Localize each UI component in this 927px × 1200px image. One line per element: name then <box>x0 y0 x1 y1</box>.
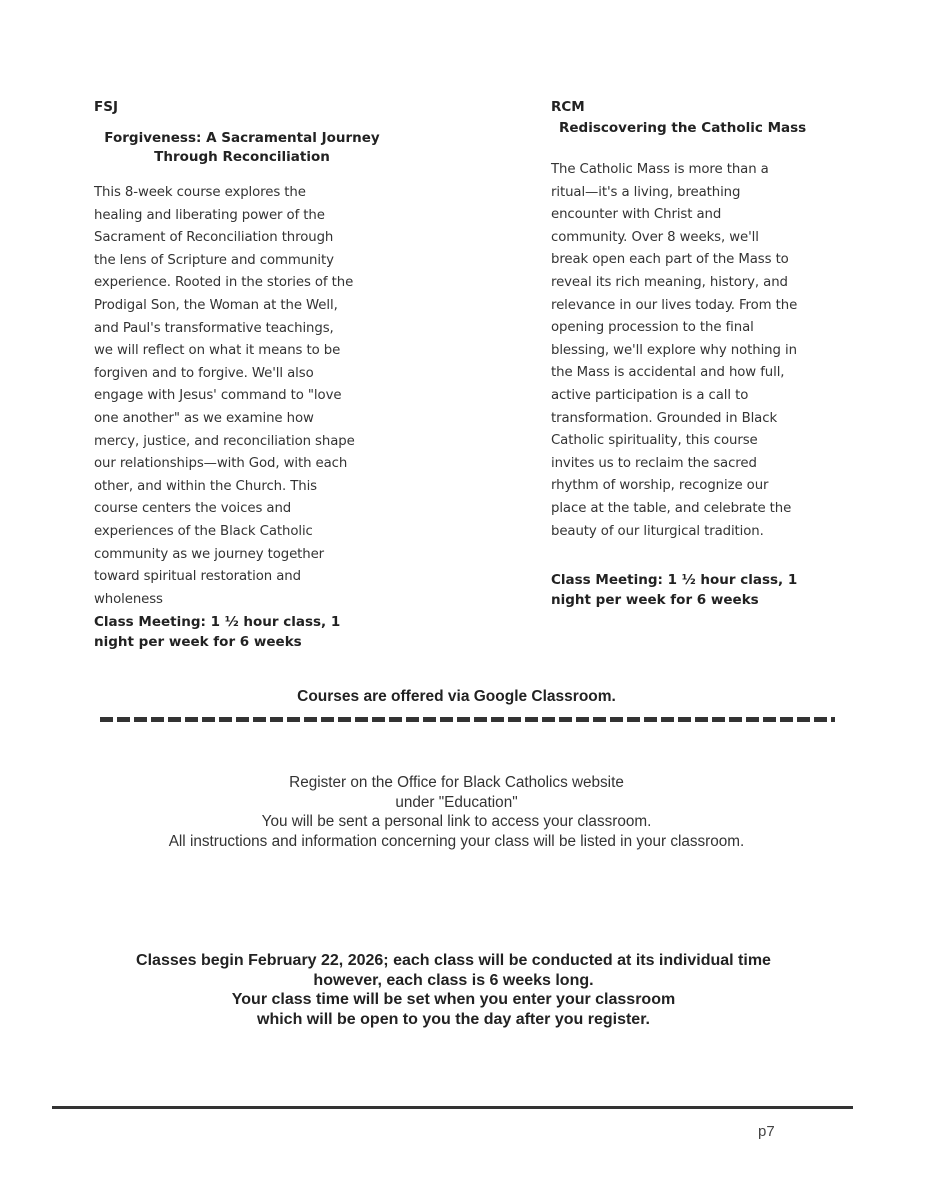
registration-line: You will be sent a personal link to access your classroom. <box>261 813 652 830</box>
registration-info <box>0 773 913 851</box>
description-line: experience. Rooted in the stories of the <box>94 275 354 291</box>
description-line: This 8-week course explores the <box>94 185 306 200</box>
description-line: the lens of Scripture and community <box>94 252 334 268</box>
description-line: other, and within the Church. This <box>94 478 318 494</box>
description-line: and Paul's transformative teachings, <box>94 320 334 336</box>
description-line: engage with Jesus' command to "love <box>94 388 342 404</box>
description-line: our relationships—with God, with each <box>94 456 348 472</box>
meeting-line: night per week for 6 weeks <box>94 634 302 650</box>
notice-line: however, each class is 6 weeks long. <box>313 971 594 989</box>
description-line: transformation. Grounded in Black <box>551 410 778 426</box>
description-line: forgiven and to forgive. We'll also <box>94 365 314 381</box>
description-line: Prodigal Son, the Woman at the Well, <box>94 297 338 313</box>
description-line: mercy, justice, and reconciliation shape <box>94 433 355 449</box>
description-line: active participation is a call to <box>551 387 749 403</box>
right-course-code: RCM <box>551 99 585 115</box>
description-line: community as we journey together <box>94 546 325 562</box>
description-line: place at the table, and celebrate the <box>551 500 792 516</box>
description-line: we will reflect on what it means to be <box>94 343 341 359</box>
notice-line: which will be open to you the day after you register. <box>257 1010 650 1028</box>
description-line: opening procession to the final <box>551 320 754 336</box>
meeting-line: Class Meeting: 1 ½ hour class, 1 <box>551 572 798 588</box>
description-line: The Catholic Mass is more than a <box>551 162 769 177</box>
title-line: Through Reconciliation <box>154 149 330 165</box>
right-course-title <box>559 119 806 138</box>
description-line: toward spiritual restoration and <box>94 569 301 585</box>
description-line: reveal its rich meaning, history, and <box>551 274 788 290</box>
title-line: Forgiveness: A Sacramental Journey <box>104 130 380 146</box>
description-line: beauty of our liturgical tradition. <box>551 523 764 539</box>
description-line: Sacrament of Reconciliation through <box>94 230 334 246</box>
left-course-title <box>84 129 400 167</box>
footer-rule <box>52 1106 853 1109</box>
notice-line: Classes begin February 22, 2026; each class will be conducted at its individual time <box>136 952 771 969</box>
description-line: rhythm of worship, recognize our <box>551 478 769 494</box>
google-classroom-note: Courses are offered via Google Classroom. <box>297 688 616 705</box>
registration-line: under "Education" <box>395 793 518 811</box>
description-line: experiences of the Black Catholic <box>94 523 313 539</box>
right-course-description <box>551 159 797 543</box>
page-number: p7 <box>758 1123 775 1140</box>
schedule-notice <box>0 951 907 1029</box>
left-course-code: FSJ <box>94 99 118 115</box>
description-line: encounter with Christ and <box>551 207 722 223</box>
description-line: Catholic spirituality, this course <box>551 433 758 449</box>
description-line: blessing, we'll explore why nothing in <box>551 342 797 358</box>
description-line: wholeness <box>94 591 163 607</box>
description-line: invites us to reclaim the sacred <box>551 455 757 471</box>
notice-line: Your class time will be set when you enter your classroom <box>231 991 676 1008</box>
title-line: Rediscovering the Catholic Mass <box>559 120 807 136</box>
description-line: healing and liberating power of the <box>94 207 325 223</box>
description-line: break open each part of the Mass to <box>551 252 789 268</box>
meeting-line: Class Meeting: 1 ½ hour class, 1 <box>94 614 341 630</box>
left-course-meeting <box>94 612 340 652</box>
left-course-description <box>94 182 355 611</box>
right-course-meeting <box>551 570 797 610</box>
registration-line: All instructions and information concerning your class will be listed in your classroom. <box>168 832 745 850</box>
description-line: the Mass is accidental and how full, <box>551 365 785 381</box>
meeting-line: night per week for 6 weeks <box>551 592 759 608</box>
registration-line: Register on the Office for Black Catholics website <box>289 774 624 791</box>
dashed-divider <box>100 717 835 722</box>
description-line: relevance in our lives today. From the <box>551 297 798 313</box>
description-line: one another" as we examine how <box>94 410 314 426</box>
description-line: ritual—it's a living, breathing <box>551 184 741 200</box>
description-line: course centers the voices and <box>94 501 292 517</box>
description-line: community. Over 8 weeks, we'll <box>551 229 759 245</box>
